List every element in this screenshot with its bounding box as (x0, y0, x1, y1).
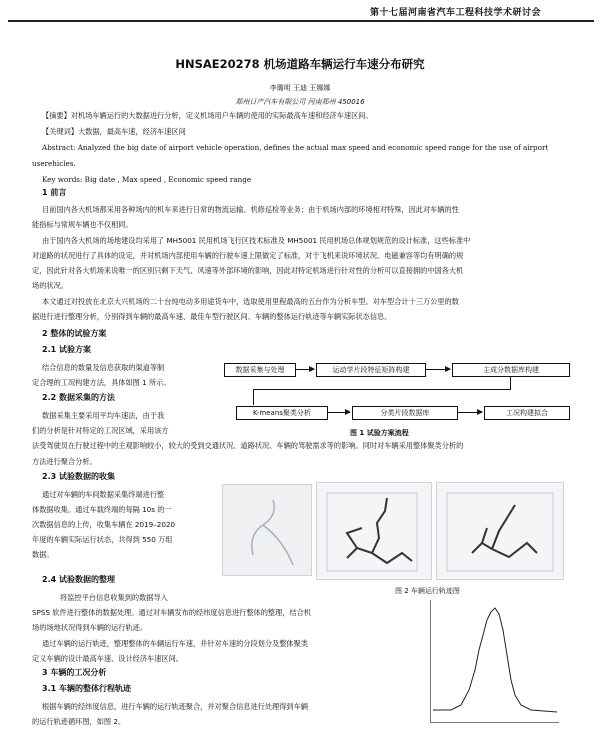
section-2-title: 2 整体的试验方案 (42, 329, 107, 338)
s1-p3-line1: 本文通过对投放在北京大兴机场的二十台纯电动多用途货车中，选取使用里程最高的五台作为分析车型。对车型合计十三万公里的数 (42, 297, 459, 306)
s31-line1: 根据车辆的经纬度信息，进行车辆的运行轨迹聚合，并对聚合信息进行处理得到车辆 (42, 702, 308, 711)
s1-p2-line3: 定，因此针对各大机场来说唯一的区别只剩下天气、风速等外部环境的影响，因此对特定机场进行针对性的分析可以直接拥的中国各大机 (32, 266, 464, 275)
trajectory-sketch-2 (317, 483, 431, 579)
s21-line1: 结合信息的数量及信息获取的渠道等制 (42, 363, 165, 372)
flow-box-segment-database: 分类片段数据库 (352, 406, 458, 420)
flow-connector-v2 (253, 389, 254, 405)
trajectory-sketch-1 (223, 485, 311, 575)
s23-line1: 通过对车辆的车间数据采集终端进行整 (42, 490, 165, 499)
s24-line1: 将监控平台信息收集到的数据导入 (60, 593, 168, 602)
flow-box-kinematic-matrix: 运动学片段特征矩阵构建 (316, 363, 426, 377)
s24-line5: 定义车辆的设计最高车速、设计经济车速区间。 (32, 654, 183, 663)
s24-line4: 通过车辆的运行轨迹，整理整体的车辆运行车速，并针对车速的分段划分及整体聚类 (42, 639, 308, 648)
s22-line1: 数据采集主要采用平均车速法，由于我 (42, 411, 165, 420)
s23-line4: 年度的车辆实际运行状态，共得到 550 万组 (32, 535, 173, 544)
paper-title: HNSAE20278 机场道路车辆运行车速分布研究 (175, 57, 425, 71)
flow-arrow-2 (426, 369, 450, 370)
trajectory-map-2 (316, 482, 432, 580)
figure1-caption: 图 1 试验方案流程 (350, 429, 409, 437)
paper-authors: 李璐明 王迪 王娜娜 (269, 84, 331, 92)
header-rule (8, 20, 594, 22)
s21-line2: 定合理的工况构建方法，具体如图 1 所示。 (32, 378, 171, 387)
s24-line3: 场的场地状况得到车辆的运行轨迹。 (32, 623, 148, 632)
abstract-en-line2: userehicles. (32, 159, 76, 168)
flow-arrow-1 (296, 369, 314, 370)
s23-line3: 次数据信息的上传，收集车辆在 2019–2020 (32, 520, 176, 529)
paper-affiliation: 郑州日产汽车有限公司 河南郑州 450016 (235, 98, 365, 106)
keywords-en: Key words: Big date , Max speed , Economic speed range (42, 175, 252, 184)
section-2-4-title: 2.4 试验数据的整理 (42, 575, 115, 584)
s1-p1-line1: 目前国内各大机场都采用各种场内的机车来进行日常的物流运输、机修巡检等业务；由于机场内部的环境相对特殊，因此对车辆的性 (42, 205, 459, 214)
flow-arrow-4 (458, 412, 482, 413)
speed-distribution-figure (430, 600, 559, 723)
s24-line2: SPSS 软件进行整体的数据处理。通过对车辆发布的经纬度信息进行整体的整理，结合机 (32, 608, 312, 617)
flow-arrow-3 (328, 412, 350, 413)
s1-p3-line2: 据进行进行整理分析，分别得到车辆的最高车速、最佳车型行驶区间、车辆的整体运行轨迹等车辆实际状态信息。 (32, 312, 392, 321)
flow-connector-h (253, 389, 511, 390)
abstract-cn: 【摘要】对机场车辆运行的大数据进行分析，定义机场用户车辆的使用的实际最高车速和经济车速区间。 (42, 111, 373, 120)
trajectory-sketch-3 (437, 483, 563, 579)
s31-line2: 的运行轨迹循环图，如图 2。 (32, 717, 126, 726)
figure2-caption: 图 2 车辆运行轨迹图 (395, 587, 460, 595)
s22-line4: 方法进行聚合分析。 (32, 457, 97, 466)
flow-box-condition-fit: 工况构建拟合 (484, 406, 570, 420)
s22-line2: 们的分析是针对特定的工况区域，采用该方 (32, 426, 169, 435)
abstract-en-line1: Abstract: Analyzed the big date of airport vehicle operation, defines the actual max speed and economic speed range for the use of airport (42, 143, 549, 152)
s23-line2: 体数据收集。通过车载终端的每隔 10s 的一 (32, 505, 172, 514)
flow-connector-v1 (510, 377, 511, 389)
flow-box-pca-database: 主成分数据库构建 (452, 363, 570, 377)
flow-box-kmeans: K-means聚类分析 (236, 406, 328, 420)
section-2-1-title: 2.1 试验方案 (42, 345, 91, 354)
s1-p2-line4: 场的状况。 (32, 281, 68, 290)
section-3-title: 3 车辆的工况分析 (42, 668, 107, 677)
s1-p2-line1: 由于国内各大机场的场地建设均采用了 MH5001 民用机场飞行区技术标准及 MH5001 民用机场总体规划规范的设计标准，这些标准中 (42, 236, 471, 245)
s1-p1-line2: 能指标与常规车辆也不仅相同。 (32, 220, 133, 229)
flow-box-data-collection: 数据采集与处理 (224, 363, 296, 377)
trajectory-map-3 (436, 482, 564, 580)
keywords-cn: 【关键词】大数据，最高车速，经济车速区间 (42, 127, 186, 136)
section-1-title: 1 前言 (42, 188, 67, 197)
s23-line5: 数据。 (32, 550, 54, 559)
map-thumbnail-1 (222, 484, 312, 576)
section-2-2-title: 2.2 数据采集的方法 (42, 393, 115, 402)
conference-header: 第十七届河南省汽车工程科技学术研讨会 (370, 8, 542, 18)
section-2-3-title: 2.3 试验数据的收集 (42, 472, 115, 481)
s22-line3: 法受驾驶员在行驶过程中的主观影响较小，较大的受到交通状况、道路状况、车辆的驾驶需求等的影响。同时对车辆采用整体聚类分析的 (32, 441, 464, 450)
speed-distribution-curve (431, 600, 559, 722)
section-3-1-title: 3.1 车辆的整体行程轨迹 (42, 684, 131, 693)
s1-p2-line2: 对道路的状况进行了具体的设定，并对机场内部使用车辆的行驶车速上限做定了标准，对于飞机来说环境状况、电磁兼容等均有明确的规 (32, 251, 464, 260)
